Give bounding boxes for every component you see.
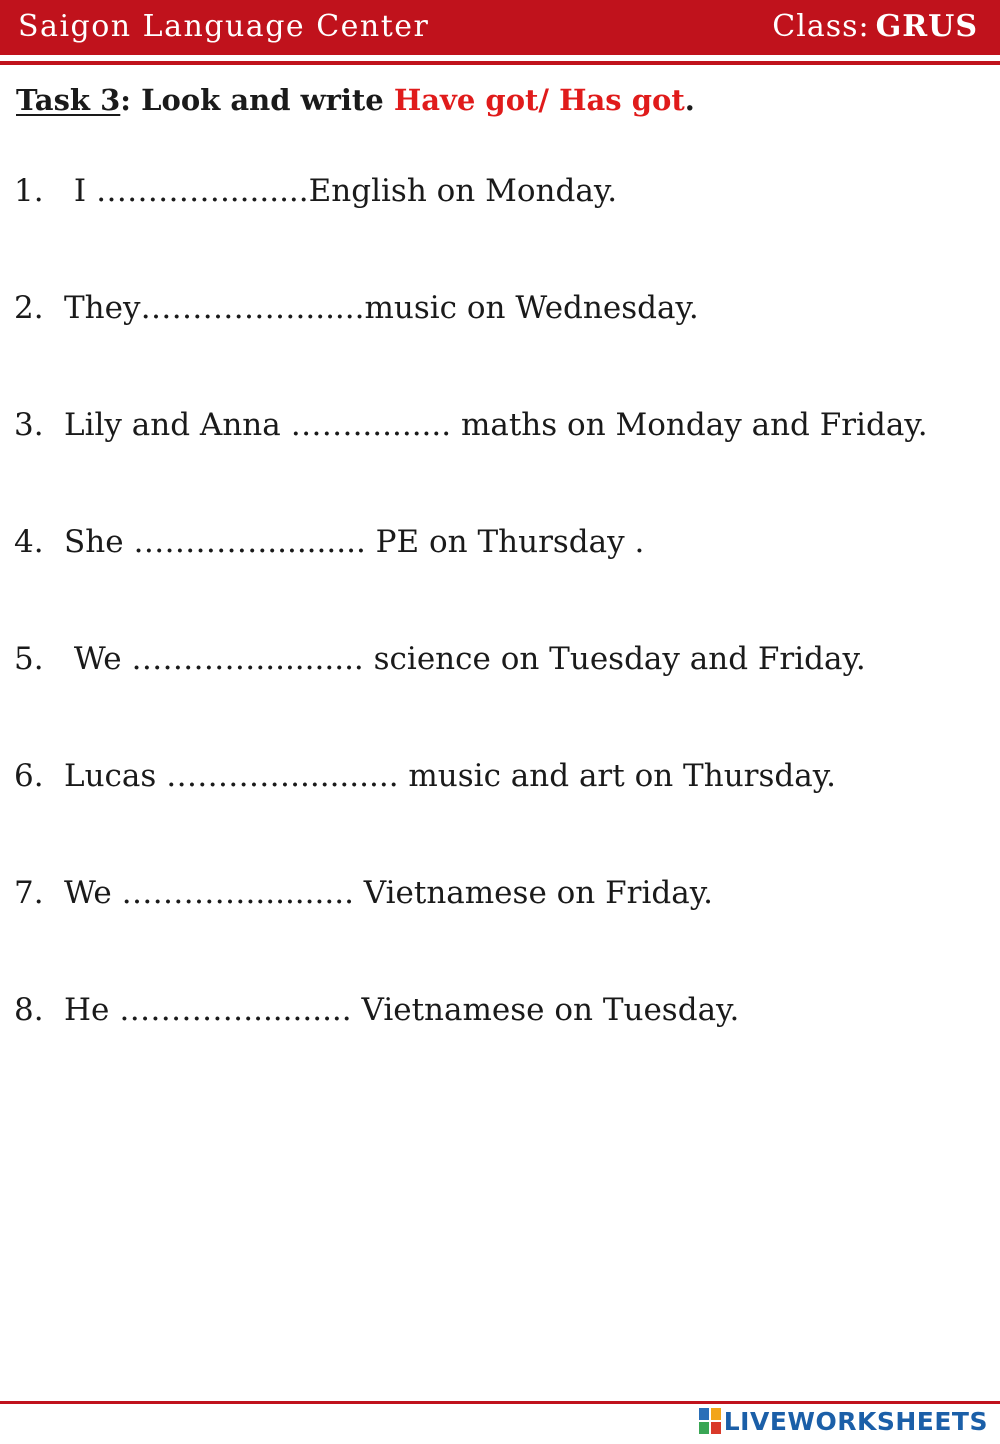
exercise-number: 1. bbox=[14, 173, 44, 209]
exercise-text: We …………........... science on Tuesday and Friday. bbox=[64, 641, 866, 677]
exercise-number: 5. bbox=[14, 641, 44, 677]
exercise-item bbox=[14, 524, 645, 560]
exercise-item bbox=[14, 875, 713, 911]
exercise-text: She …………........... PE on Thursday . bbox=[64, 524, 645, 560]
exercise-text: We …………........... Vietnamese on Friday. bbox=[64, 875, 713, 911]
exercise-number: 7. bbox=[14, 875, 44, 911]
task-instruction: : Look and write bbox=[120, 83, 394, 117]
exercise-text: Lucas …………........... music and art on Thursday. bbox=[64, 758, 836, 794]
footer-divider bbox=[0, 1401, 1000, 1404]
liveworksheets-brand[interactable] bbox=[699, 1406, 988, 1436]
liveworksheets-logo-icon bbox=[699, 1408, 721, 1434]
exercise-text: They…………….......music on Wednesday. bbox=[64, 290, 699, 326]
exercise-number: 2. bbox=[14, 290, 44, 326]
class-value: GRUS bbox=[875, 9, 978, 44]
exercise-item bbox=[14, 758, 836, 794]
exercise-number: 3. bbox=[14, 407, 44, 443]
task-end-punctuation: . bbox=[684, 83, 695, 117]
header-divider bbox=[0, 61, 1000, 65]
exercise-text: I ………….........English on Monday. bbox=[64, 173, 618, 209]
exercise-text: He …………........... Vietnamese on Tuesday. bbox=[64, 992, 740, 1028]
exercise-number: 6. bbox=[14, 758, 44, 794]
exercise-item bbox=[14, 407, 928, 443]
task-number: Task 3 bbox=[16, 83, 121, 117]
exercise-item bbox=[14, 641, 866, 677]
task-answers: Have got/ Has got bbox=[393, 83, 685, 117]
exercise-number: 4. bbox=[14, 524, 44, 560]
class-label: Class: bbox=[772, 9, 870, 44]
exercise-number: 8. bbox=[14, 992, 44, 1028]
task-title bbox=[16, 83, 695, 117]
class-info bbox=[772, 9, 978, 44]
brand-name: LIVEWORKSHEETS bbox=[723, 1406, 988, 1436]
exercise-item bbox=[14, 290, 699, 326]
exercise-item bbox=[14, 173, 618, 209]
exercise-item bbox=[14, 992, 740, 1028]
school-name: Saigon Language Center bbox=[18, 9, 430, 44]
exercise-text: Lily and Anna …….......... maths on Monday and Friday. bbox=[64, 407, 928, 443]
header-bar bbox=[0, 0, 1000, 55]
